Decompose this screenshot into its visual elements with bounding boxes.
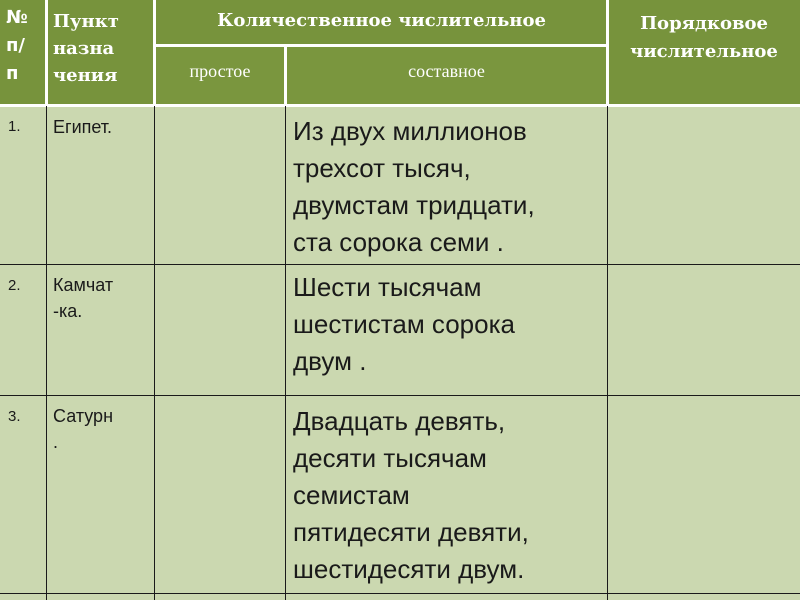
row-3-point: Сатурн . (53, 406, 114, 452)
header-compound: составное (408, 61, 485, 81)
body-divider-vertical (154, 106, 155, 600)
row-3-compound: Двадцать девять, десяти тысячам семистам пятидесяти девяти, шестидесяти двум. (293, 406, 529, 584)
row-3-num: 3. (8, 408, 21, 425)
header-divider-horizontal (153, 44, 609, 47)
row-2-point: Камчат -ка. (53, 275, 114, 321)
row-2-num: 2. (8, 277, 21, 294)
header-point: Пункт назна чения (53, 11, 119, 86)
header-ordinal: Порядковое числительное (630, 13, 778, 62)
row-1-compound: Из двух миллионов трехсот тысяч, двумстам тридцати, ста сорока семи . (293, 116, 535, 257)
header-divider-vertical (606, 0, 609, 106)
row-2-compound: Шести тысячам шестистам сорока двум . (293, 272, 516, 376)
header-quantitative: Количественное числительное (217, 10, 546, 31)
header-bottom-border (0, 104, 800, 107)
header-num: № п/ п (6, 7, 28, 84)
row-divider (0, 395, 800, 396)
body-divider-vertical (607, 106, 608, 600)
header-simple: простое (189, 61, 251, 81)
header-divider-vertical (153, 0, 156, 106)
header-divider-vertical (284, 46, 287, 106)
row-1-num: 1. (8, 118, 21, 135)
body-divider-vertical (46, 106, 47, 600)
row-divider (0, 264, 800, 265)
row-divider (0, 593, 800, 594)
header-divider-vertical (45, 0, 48, 106)
row-1-point: Египет. (53, 117, 113, 137)
body-divider-vertical (285, 106, 286, 600)
